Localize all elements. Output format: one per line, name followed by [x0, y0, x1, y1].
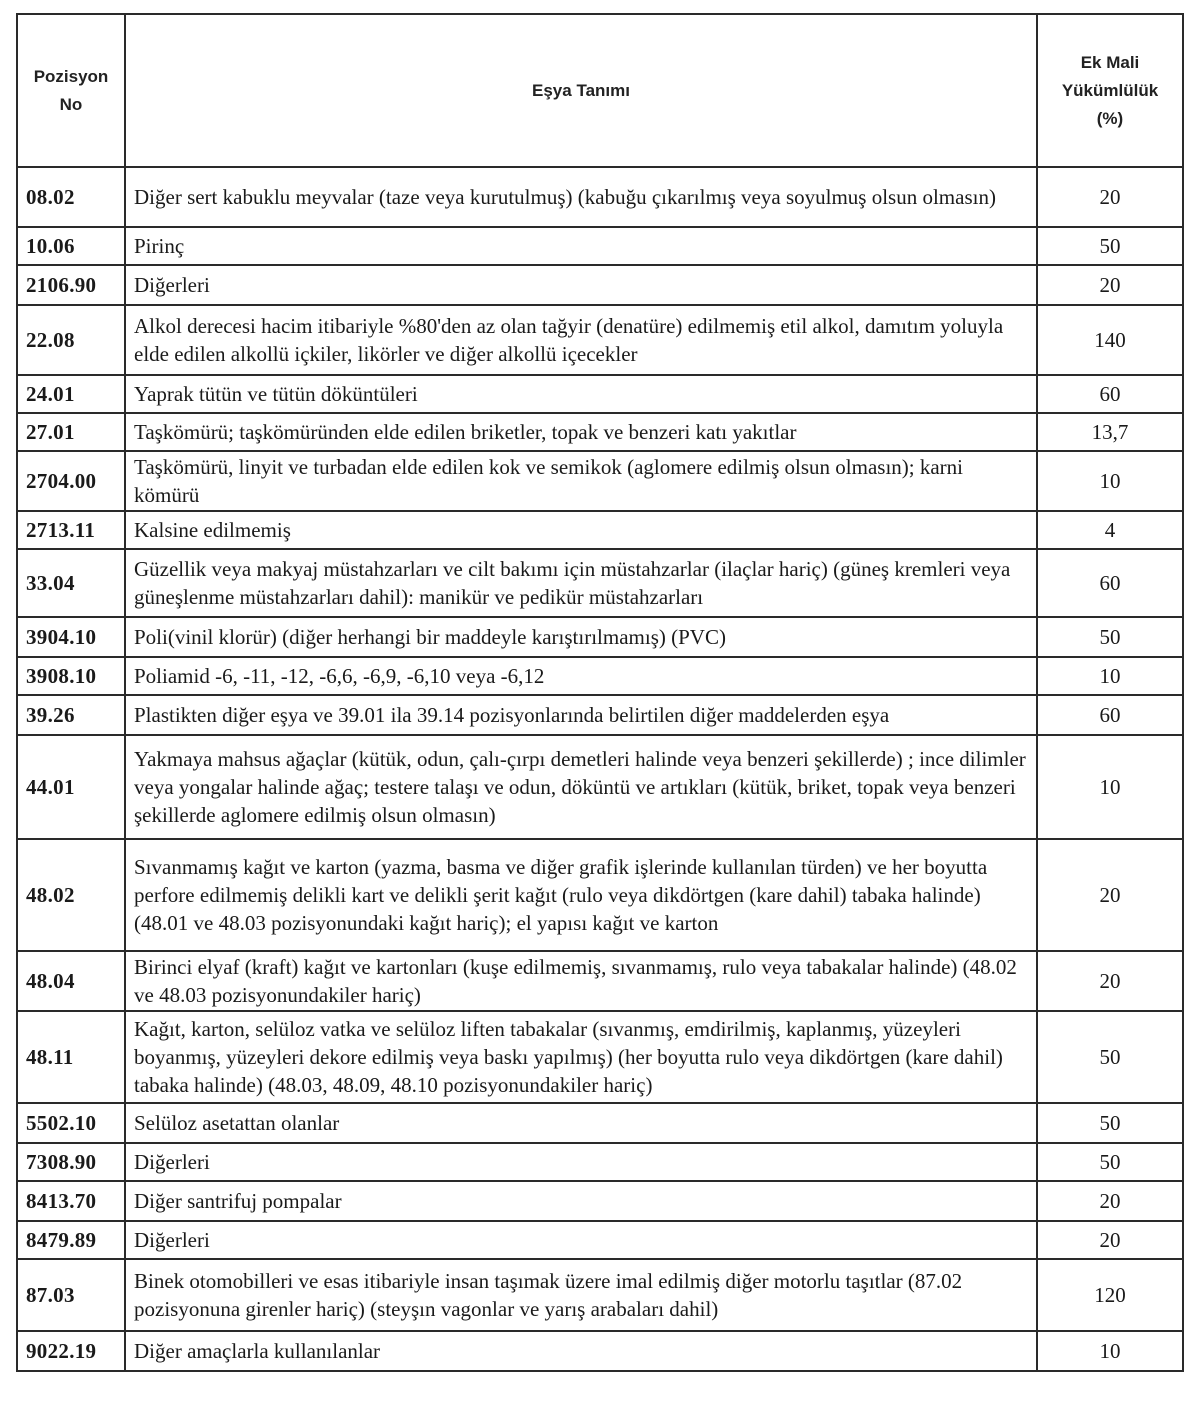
- position-code-cell: 87.03: [17, 1259, 125, 1331]
- position-code-cell: 44.01: [17, 735, 125, 839]
- description-cell: Poliamid -6, -11, -12, -6,6, -6,9, -6,10 veya -6,12: [125, 657, 1037, 695]
- header-position-no-line: Pozisyon: [33, 66, 109, 86]
- table-row: [17, 695, 1183, 735]
- description-cell: Sıvanmamış kağıt ve karton (yazma, basma ve diğer grafik işlerinde kullanılan türden) ve her boyutta perfore edilmemiş delikli kart ve delikli şerit kağıt (rulo veya dikdörtgen (kare dahil) tabaka halinde) (48.01 ve 48.03 pozisyonundaki kağıt hariç); el yapısı kağıt ve karton: [125, 839, 1037, 951]
- rate-cell: 50: [1037, 1011, 1183, 1103]
- rate-cell: 10: [1037, 451, 1183, 511]
- table-row: [17, 735, 1183, 839]
- rate-cell: 50: [1037, 227, 1183, 265]
- position-code-cell: 08.02: [17, 167, 125, 227]
- position-code-cell: 33.04: [17, 549, 125, 617]
- rate-cell: 120: [1037, 1259, 1183, 1331]
- position-code-cell: 2704.00: [17, 451, 125, 511]
- table-row: [17, 657, 1183, 695]
- description-cell: Diğer amaçlarla kullanılanlar: [125, 1331, 1037, 1371]
- rate-cell: 4: [1037, 511, 1183, 549]
- description-cell: Diğerleri: [125, 1143, 1037, 1181]
- table-row: [17, 1103, 1183, 1143]
- header-position-no-line: No: [59, 94, 83, 114]
- table-row: [17, 451, 1183, 511]
- description-cell: Diğer santrifuj pompalar: [125, 1181, 1037, 1221]
- description-cell: Diğerleri: [125, 265, 1037, 305]
- rate-cell: 50: [1037, 1143, 1183, 1181]
- position-code-cell: 24.01: [17, 375, 125, 413]
- table-row: [17, 227, 1183, 265]
- rate-cell: 50: [1037, 1103, 1183, 1143]
- position-code-cell: 27.01: [17, 413, 125, 451]
- description-cell: Alkol derecesi hacim itibariyle %80'den az olan tağyir (denatüre) edilmemiş etil alkol, damıtım yoluyla elde edilen alkollü içkiler, likörler ve diğer alkollü içecekler: [125, 305, 1037, 375]
- position-code-cell: 39.26: [17, 695, 125, 735]
- position-code-cell: 48.04: [17, 951, 125, 1011]
- rate-cell: 20: [1037, 1181, 1183, 1221]
- position-code-cell: 10.06: [17, 227, 125, 265]
- description-cell: Poli(vinil klorür) (diğer herhangi bir maddeyle karıştırılmamış) (PVC): [125, 617, 1037, 657]
- description-cell: Pirinç: [125, 227, 1037, 265]
- description-cell: Plastikten diğer eşya ve 39.01 ila 39.14 pozisyonlarında belirtilen diğer maddelerden eşya: [125, 695, 1037, 735]
- table-row: [17, 511, 1183, 549]
- rate-cell: 10: [1037, 1331, 1183, 1371]
- position-code-cell: 2713.11: [17, 511, 125, 549]
- rate-cell: 20: [1037, 951, 1183, 1011]
- header-description: Eşya Tanımı: [125, 14, 1037, 167]
- table-row: [17, 839, 1183, 951]
- position-code-cell: 2106.90: [17, 265, 125, 305]
- rate-cell: 20: [1037, 265, 1183, 305]
- table-row: [17, 1259, 1183, 1331]
- rate-cell: 50: [1037, 617, 1183, 657]
- header-rate-line: Yükümlülük: [1061, 80, 1159, 100]
- header-rate-line: (%): [1096, 108, 1124, 128]
- table-row: [17, 305, 1183, 375]
- tariff-table: [16, 13, 1184, 1372]
- description-cell: Binek otomobilleri ve esas itibariyle insan taşımak üzere imal edilmiş diğer motorlu taşıtlar (87.02 pozisyonuna girenler hariç) (steyşın vagonlar ve yarış arabaları dahil): [125, 1259, 1037, 1331]
- description-cell: Taşkömürü, linyit ve turbadan elde edilen kok ve semikok (aglomere edilmiş olsun olmasın); karni kömürü: [125, 451, 1037, 511]
- table-row: [17, 1011, 1183, 1103]
- description-cell: Güzellik veya makyaj müstahzarları ve cilt bakımı için müstahzarlar (ilaçlar hariç) (güneş kremleri veya güneşlenme müstahzarları dahil): manikür ve pedikür müstahzarları: [125, 549, 1037, 617]
- table-row: [17, 1331, 1183, 1371]
- table-row: [17, 549, 1183, 617]
- table-body: [17, 167, 1183, 1371]
- description-cell: Taşkömürü; taşkömüründen elde edilen briketler, topak ve benzeri katı yakıtlar: [125, 413, 1037, 451]
- rate-cell: 20: [1037, 839, 1183, 951]
- position-code-cell: 8479.89: [17, 1221, 125, 1259]
- table-row: [17, 413, 1183, 451]
- position-code-cell: 22.08: [17, 305, 125, 375]
- description-cell: Yaprak tütün ve tütün döküntüleri: [125, 375, 1037, 413]
- position-code-cell: 3908.10: [17, 657, 125, 695]
- table-row: [17, 1143, 1183, 1181]
- header-position-no: [17, 14, 125, 167]
- rate-cell: 20: [1037, 167, 1183, 227]
- position-code-cell: 48.02: [17, 839, 125, 951]
- rate-cell: 60: [1037, 549, 1183, 617]
- rate-cell: 60: [1037, 695, 1183, 735]
- position-code-cell: 48.11: [17, 1011, 125, 1103]
- rate-cell: 13,7: [1037, 413, 1183, 451]
- position-code-cell: 5502.10: [17, 1103, 125, 1143]
- position-code-cell: 9022.19: [17, 1331, 125, 1371]
- rate-cell: 10: [1037, 657, 1183, 695]
- header-row: [17, 14, 1183, 167]
- description-cell: Selüloz asetattan olanlar: [125, 1103, 1037, 1143]
- description-cell: Kalsine edilmemiş: [125, 511, 1037, 549]
- description-cell: Kağıt, karton, selüloz vatka ve selüloz liften tabakalar (sıvanmış, emdirilmiş, kaplanmış, yüzeyleri boyanmış, yüzeyleri dekore edilmiş veya baskı yapılmış) (her boyutta rulo veya dikdörtgen (kare dahil) tabaka halinde) (48.03, 48.09, 48.10 pozisyonundakiler hariç): [125, 1011, 1037, 1103]
- position-code-cell: 3904.10: [17, 617, 125, 657]
- table-row: [17, 265, 1183, 305]
- position-code-cell: 8413.70: [17, 1181, 125, 1221]
- description-cell: Diğer sert kabuklu meyvalar (taze veya kurutulmuş) (kabuğu çıkarılmış veya soyulmuş olsun olmasın): [125, 167, 1037, 227]
- rate-cell: 10: [1037, 735, 1183, 839]
- description-cell: Yakmaya mahsus ağaçlar (kütük, odun, çalı-çırpı demetleri halinde veya benzeri şekillerde) ; ince dilimler veya yongalar halinde ağaç; testere talaşı ve odun, döküntü ve artıkları (kütük, briket, topak veya benzeri şekillerde aglomere edilmiş olsun olmasın): [125, 735, 1037, 839]
- rate-cell: 60: [1037, 375, 1183, 413]
- description-cell: Diğerleri: [125, 1221, 1037, 1259]
- table-row: [17, 1221, 1183, 1259]
- description-cell: Birinci elyaf (kraft) kağıt ve kartonları (kuşe edilmemiş, sıvanmamış, rulo veya tabakalar halinde) (48.02 ve 48.03 pozisyonundakiler hariç): [125, 951, 1037, 1011]
- table-header: [17, 14, 1183, 167]
- rate-cell: 20: [1037, 1221, 1183, 1259]
- header-rate-line: Ek Mali: [1080, 52, 1140, 72]
- table-row: [17, 1181, 1183, 1221]
- table-row: [17, 617, 1183, 657]
- table-row: [17, 951, 1183, 1011]
- table-row: [17, 375, 1183, 413]
- header-rate: [1037, 14, 1183, 167]
- table-row: [17, 167, 1183, 227]
- position-code-cell: 7308.90: [17, 1143, 125, 1181]
- rate-cell: 140: [1037, 305, 1183, 375]
